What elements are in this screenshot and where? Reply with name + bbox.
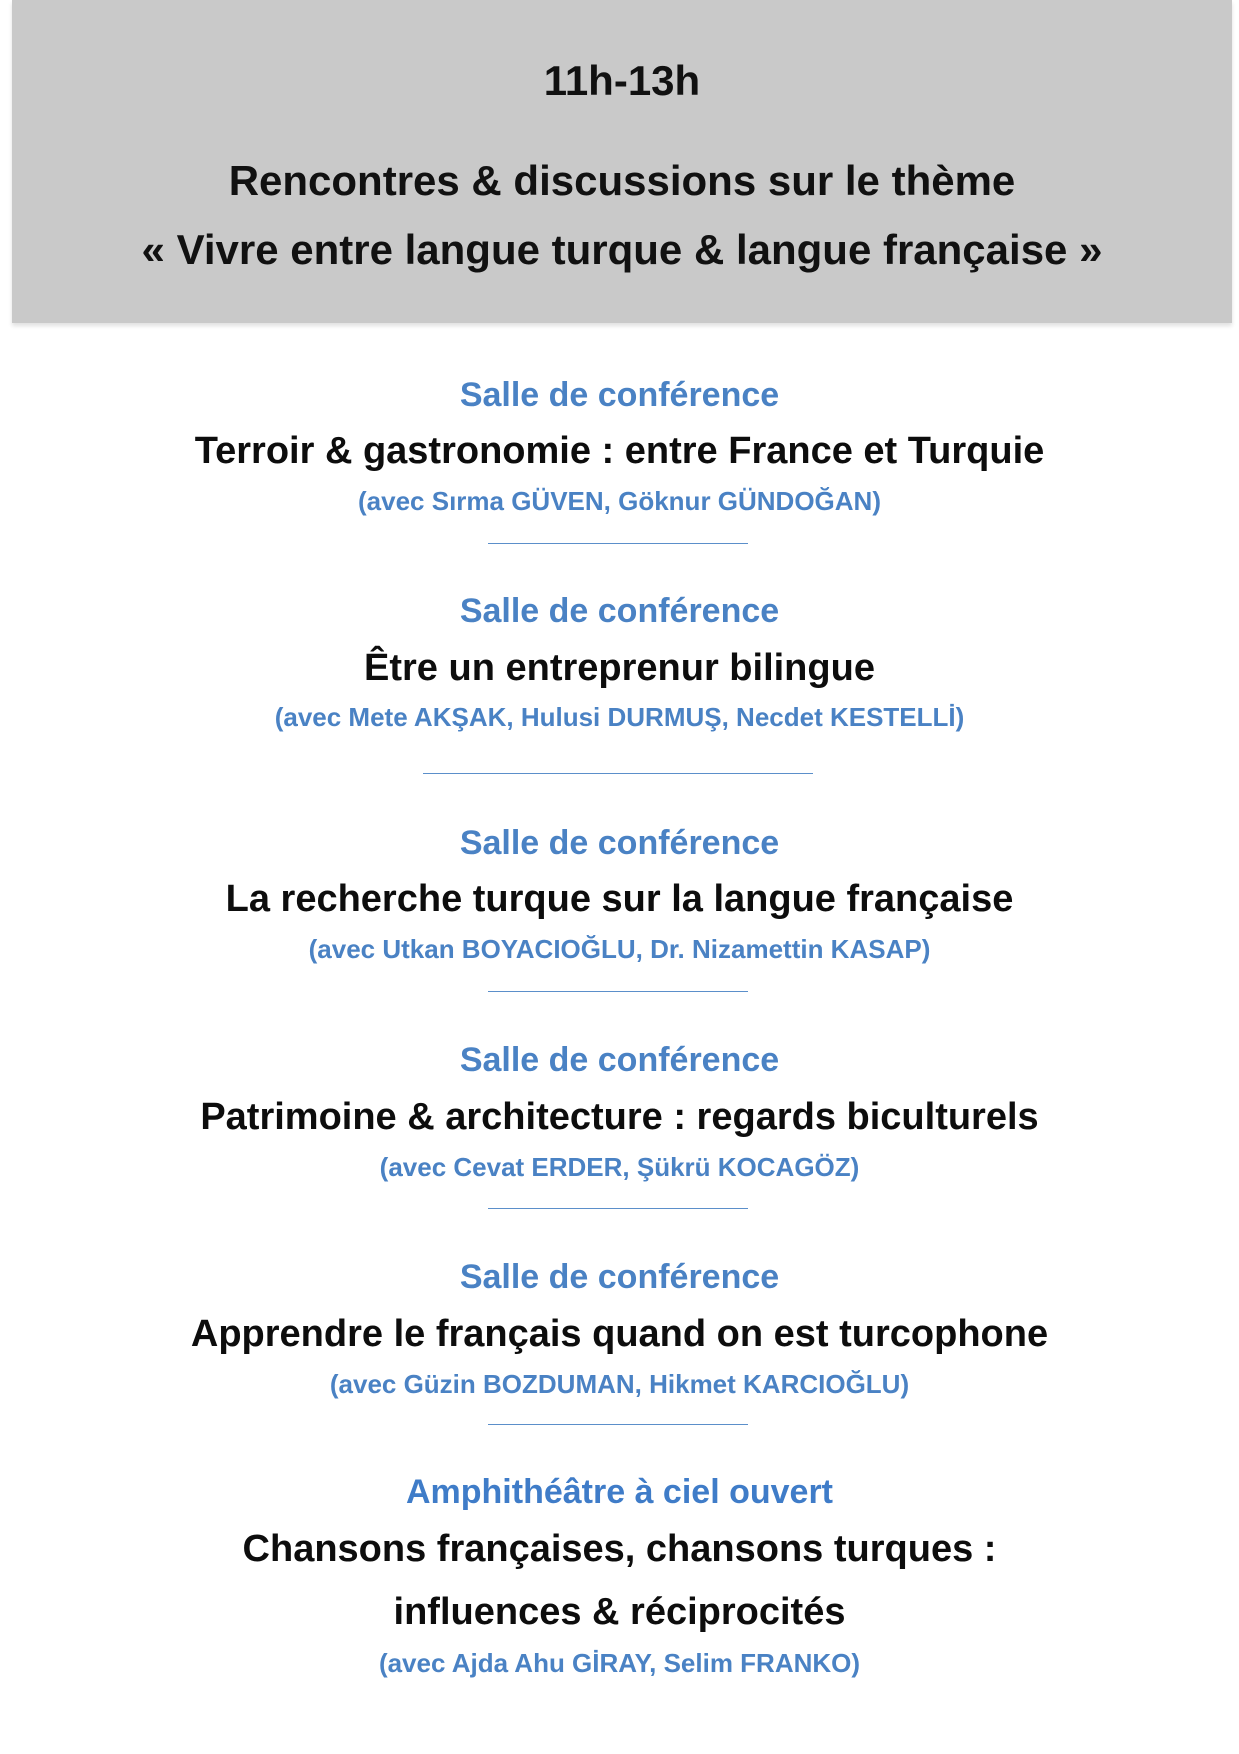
session-title: Terroir & gastronomie : entre France et Turquie [194,430,1045,472]
session-speakers: (avec Utkan BOYACIOĞLU, Dr. Nizamettin KASAP) [308,934,931,964]
session-title-line-1: Chansons françaises, chansons turques : [242,1528,997,1570]
session-venue: Amphithéâtre à ciel ouvert [405,1473,833,1511]
session-venue: Salle de conférence [459,592,780,630]
session-title: Apprendre le français quand on est turcophone [190,1313,1049,1355]
session-venue: Salle de conférence [459,1258,780,1296]
schedule-header [12,0,1232,323]
section-divider [488,991,748,992]
session-speakers: (avec Mete AKŞAK, Hulusi DURMUŞ, Necdet KESTELLİ) [274,702,965,732]
session-venue: Salle de conférence [459,376,780,414]
session-title: Patrimoine & architecture : regards biculturels [200,1096,1039,1138]
time-slot: 11h-13h [543,57,701,104]
theme-title-line-2: « Vivre entre langue turque & langue française » [141,226,1103,273]
session-speakers: (avec Cevat ERDER, Şükrü KOCAGÖZ) [379,1152,860,1182]
theme-title-line-1: Rencontres & discussions sur le thème [228,157,1016,204]
section-divider [423,773,813,774]
session-venue: Salle de conférence [459,824,780,862]
session-title: Être un entreprenur bilingue [364,647,875,689]
session-speakers: (avec Güzin BOZDUMAN, Hikmet KARCIOĞLU) [329,1369,910,1399]
session-title: La recherche turque sur la langue française [225,878,1014,920]
session-venue: Salle de conférence [459,1041,780,1079]
session-speakers: (avec Ajda Ahu GİRAY, Selim FRANKO) [378,1648,861,1678]
section-divider [488,1208,748,1209]
session-title-line-2: influences & réciprocités [393,1591,846,1633]
section-divider [488,1424,748,1425]
section-divider [488,543,748,544]
session-speakers: (avec Sırma GÜVEN, Göknur GÜNDOĞAN) [358,486,881,516]
